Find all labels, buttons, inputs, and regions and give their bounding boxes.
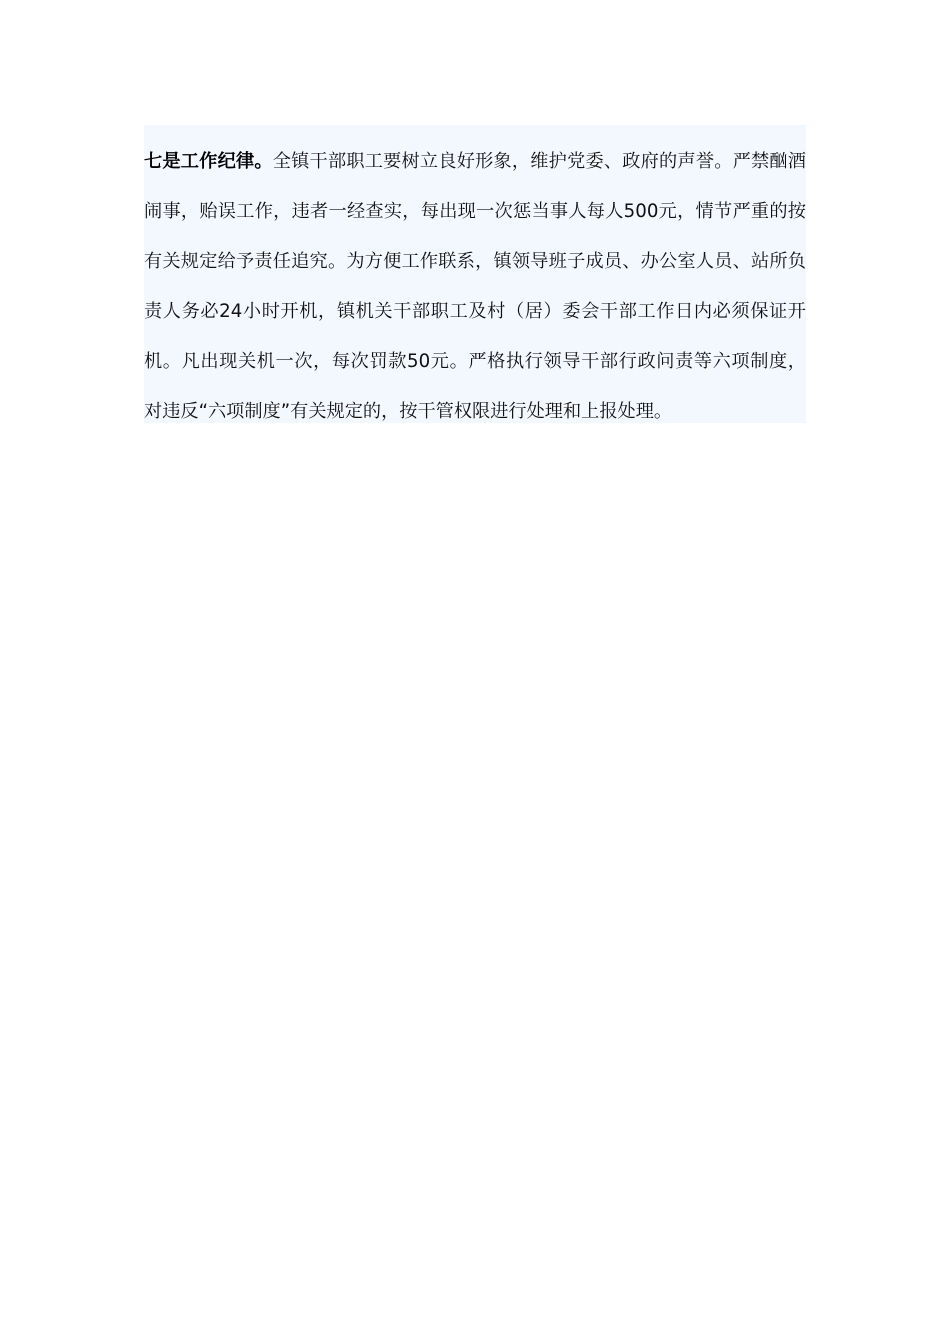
paragraph-line-3: 有关规定给予责任追究。为方便工作联系，镇领导班子成员、办公室人员、站所负 <box>144 251 806 272</box>
paragraph-line-2: 闹事，贻误工作，违者一经查实，每出现一次惩当事人每人500元，情节严重的按 <box>144 201 806 222</box>
paragraph-line-1 <box>144 137 806 187</box>
paragraph-line-1-text: 全镇干部职工要树立良好形象，维护党委、政府的声誉。严禁酗酒 <box>272 151 806 172</box>
paragraph-line-4: 责人务必24小时开机，镇机关干部职工及村（居）委会干部工作日内必须保证开 <box>144 301 806 322</box>
paragraph-work-discipline <box>144 125 806 423</box>
paragraph-line-5: 机。凡出现关机一次，每次罚款50元。严格执行领导干部行政问责等六项制度， <box>144 351 806 372</box>
paragraph-line-6: 对违反“六项制度”有关规定的，按干管权限进行处理和上报处理。 <box>144 401 673 422</box>
section-heading: 七是工作纪律。 <box>144 151 273 172</box>
